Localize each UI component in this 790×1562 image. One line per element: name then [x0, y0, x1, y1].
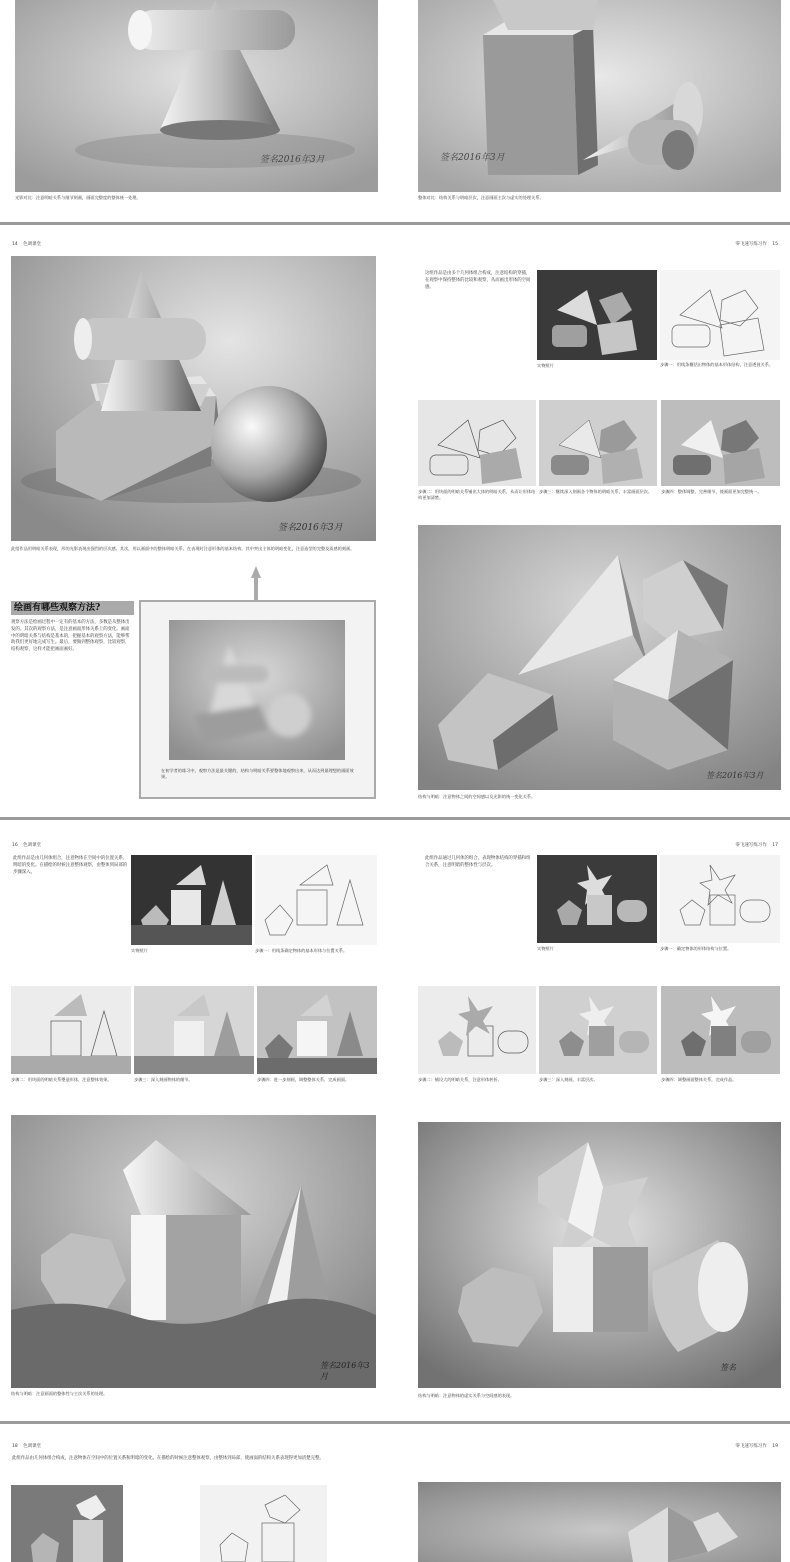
page-number: 16 — [12, 843, 18, 848]
final-drawing-pyramid-dodeca — [418, 525, 781, 790]
right-final-caption: 结构与明暗：注意物体的虚实关系与空间感的表现。 — [418, 1393, 515, 1398]
step1-sketch — [660, 270, 780, 360]
right-step4-drawing-art — [661, 986, 780, 1074]
right-step3-caption: 步骤三：深入刻画，丰富层次。 — [539, 1077, 598, 1082]
right-final-drawing-art — [418, 1122, 781, 1388]
left-step1-sketch — [255, 855, 377, 945]
step2-caption: 步骤二：用块面的明暗关系铺出大体的明暗关系，从而让形体结构更加清楚。 — [418, 489, 536, 500]
left-final-caption: 结构与明暗：注意画面的整体性与主次关系的处理。 — [11, 1391, 108, 1396]
drawing-cube-cone-art — [418, 0, 781, 192]
left-photo-art — [131, 855, 252, 945]
photo — [537, 270, 657, 360]
right-photo — [537, 855, 657, 943]
question-body: 观察方法是绘画过程中一定有的基本的方法，多数是从整体出发的。其次的观察方法，是注意画面形体关系上的变化。画面中的明暗关系与结构是基本的，把握基本的观察方法，能够帮助我们更好地完成写生。最后，要做到整体观察，比较观察，结构观察，这样才能把画面画好。 — [11, 620, 130, 653]
page-section-title: 零飞速写练习作 — [735, 1444, 767, 1449]
signature: 签名2016年3月 — [320, 1361, 370, 1381]
page-separator — [0, 817, 790, 820]
signature: 签名2016年3月 — [260, 155, 325, 165]
question-title: 绘画有哪些观察方法? — [11, 601, 134, 615]
caption-left: 光影对比：注意明暗关系与细节刻画，画面完整度的整体统一处理。 — [15, 195, 141, 200]
left-step2-caption: 步骤二：用块面的明暗关系塑造形体，注意整体效果。 — [11, 1077, 112, 1082]
page-separator — [0, 1421, 790, 1424]
bottom-sketch-art — [200, 1485, 327, 1562]
signature: 签名2016年3月 — [440, 153, 505, 163]
step1-sketch-art — [660, 270, 780, 360]
left-final-drawing — [11, 1115, 376, 1388]
right-step2-drawing-art — [418, 986, 536, 1074]
page-header-left — [12, 842, 41, 848]
page-section-title: 色调课堂 — [23, 843, 42, 848]
signature: 签名 — [720, 1363, 736, 1372]
drawing-cube-cone — [418, 0, 781, 192]
bottom-intro: 此组作品由几何体组合构成，注意物体在空间中的位置关系和明暗的变化。在描绘的时候注意整体观察，由整体到局部，使画面的结构关系表现得更加清楚完整。 — [12, 1456, 324, 1461]
page-number: 17 — [772, 843, 778, 848]
step4-caption: 步骤四：整体调整，完善细节，使画面更加完整统一。 — [661, 489, 762, 494]
right-step3-drawing — [539, 986, 657, 1074]
arrow-up — [251, 566, 261, 578]
page-number: 15 — [772, 242, 778, 247]
page-section-title: 零飞速写练习作 — [735, 242, 767, 247]
left-final-drawing-art — [11, 1115, 376, 1388]
right-photo-label: 实物照片 — [537, 946, 554, 951]
bottom-sketch — [200, 1485, 327, 1562]
right-step1-caption: 步骤一：确定物体的形体结构与位置。 — [660, 946, 732, 951]
left-step4-drawing-art — [257, 986, 377, 1074]
step3-drawing-art — [539, 400, 657, 486]
blurred-drawing-art — [169, 620, 345, 760]
left-step2-drawing-art — [11, 986, 131, 1074]
left-step3-drawing — [134, 986, 254, 1074]
caption-right: 整体对比：结构关系与明暗层次，注意画面主次与虚实的处理关系。 — [418, 195, 544, 200]
bottom-right-drawing-art — [418, 1482, 781, 1562]
main-caption: 此组作品用明暗关系表现，形的光影表现出强烈的层次感。其次，用以画面中的整体明暗关系。在表现时注意形体的基本结构，其中突出主体的明暗变化，注意造型的完整及质感的刻画。 — [11, 546, 355, 551]
step2-drawing — [418, 400, 536, 486]
left-photo-label: 实物照片 — [131, 948, 148, 953]
page-section-title: 色调课堂 — [23, 1444, 42, 1449]
left-step1-caption: 步骤一：用线条确定物体的基本形体与位置关系。 — [255, 948, 348, 953]
right-step4-caption: 步骤四：调整画面整体关系，完成作品。 — [661, 1077, 737, 1082]
arrow-shaft — [254, 578, 258, 600]
blurred-drawing — [169, 620, 345, 760]
blur-caption: 在初学者的练习中，观察方法是最关键的，结构与明暗关系要整体地观察出来，从而达到最理想的画面效果。 — [161, 768, 354, 779]
page-number: 19 — [772, 1444, 778, 1449]
main-drawing-art — [11, 256, 376, 541]
left-step4-drawing — [257, 986, 377, 1074]
step4-drawing-art — [661, 400, 780, 486]
step3-caption: 步骤三：继续深入刻画各个物体的明暗关系，丰富画面层次。 — [539, 489, 653, 494]
bottom-photo — [11, 1485, 123, 1562]
bottom-right-drawing — [418, 1482, 781, 1562]
step4-drawing — [661, 400, 780, 486]
right-step2-drawing — [418, 986, 536, 1074]
photo-label: 实物照片 — [537, 363, 554, 368]
left-step4-caption: 步骤四：进一步刻画，调整整体关系，完成画面。 — [257, 1077, 350, 1082]
page-header-left — [12, 241, 41, 247]
bottom-photo-art — [11, 1485, 123, 1562]
page-separator — [0, 222, 790, 225]
left-intro: 此组作品是由几何体组合，注意物体在空间中的位置关系，明暗的变化。在描绘的时候注意整体观察，由整体到局部的步骤深入。 — [13, 856, 128, 875]
left-step1-sketch-art — [255, 855, 377, 945]
photo-art — [537, 270, 657, 360]
right-step3-drawing-art — [539, 986, 657, 1074]
blur-demo-frame — [139, 600, 376, 799]
step1-caption: 步骤一：用线条概括出物体的基本形体结构，注意透视关系。 — [660, 362, 774, 367]
left-step2-drawing — [11, 986, 131, 1074]
page-header-right — [735, 241, 778, 247]
final-caption: 结构与明暗：注意物体之间的空间感以及光影的统一变化关系。 — [418, 794, 536, 799]
final-drawing-art — [418, 525, 781, 790]
step3-drawing — [539, 400, 657, 486]
left-step3-drawing-art — [134, 986, 254, 1074]
right-photo-art — [537, 855, 657, 943]
page-header-left — [12, 1443, 41, 1449]
page-header-right — [735, 1443, 778, 1449]
right-step4-drawing — [661, 986, 780, 1074]
right-final-drawing — [418, 1122, 781, 1388]
left-step3-caption: 步骤三：深入刻画物体的细节。 — [134, 1077, 193, 1082]
left-photo — [131, 855, 252, 945]
page-header-right — [735, 842, 778, 848]
right-step1-sketch-art — [660, 855, 780, 943]
main-drawing-cone-sphere-prism — [11, 256, 376, 541]
step2-drawing-art — [418, 400, 536, 486]
page-number: 18 — [12, 1444, 18, 1449]
right-intro: 此组作品通过几何体的组合，表现物体结构的穿插和组合关系，注意明暗的整体性与层次。 — [425, 856, 531, 868]
right-step1-sketch — [660, 855, 780, 943]
right-intro: 这组作品是由多个几何体组合构成，注意结构的穿插，在观察中保持整体的比较和观察，从而画出形体的空间感。 — [425, 271, 531, 290]
signature: 签名2016年3月 — [278, 523, 343, 533]
page-number: 14 — [12, 242, 18, 247]
right-step2-caption: 步骤二：铺设大的明暗关系，注意形体转折。 — [418, 1077, 502, 1082]
page-section-title: 零飞速写练习作 — [735, 843, 767, 848]
signature: 签名2016年3月 — [706, 771, 764, 780]
page-section-title: 色调课堂 — [23, 242, 42, 247]
